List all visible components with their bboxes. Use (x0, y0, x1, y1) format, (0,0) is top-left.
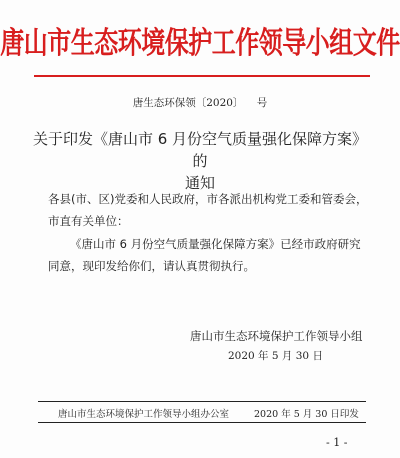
footer-top-rule (38, 401, 366, 402)
signature-organization: 唐山市生态环境保护工作领导小组 (190, 329, 363, 343)
document-header-title: 唐山市生态环境保护工作领导小组文件 (0, 25, 400, 61)
notice-title-line2: 通知 (184, 174, 215, 192)
page-number: - 1 - (326, 436, 348, 449)
signature-date: 2020 年 5 月 30 日 (228, 350, 323, 362)
header-red-rule (34, 75, 370, 77)
footer-bottom-rule (38, 422, 366, 423)
footer-issuing-office: 唐山市生态环境保护工作领导小组办公室 (58, 409, 230, 420)
notice-salutation: 各县(市、区)党委和人民政府，市各派出机构党工委和管委会，市直有关单位： (48, 192, 368, 228)
footer-print-date: 2020 年 5 月 30 日印发 (254, 409, 359, 420)
document-number: 唐生态环保领〔2020〕 号 (132, 97, 268, 109)
notice-title (30, 128, 370, 194)
notice-body: 《唐山市 6 月份空气质量强化保障方案》已经市政府研究同意，现印发给你们，请认真贯彻执行。 (48, 237, 361, 273)
notice-title-line1: 关于印发《唐山市 6 月份空气质量强化保障方案》的 (32, 130, 368, 170)
